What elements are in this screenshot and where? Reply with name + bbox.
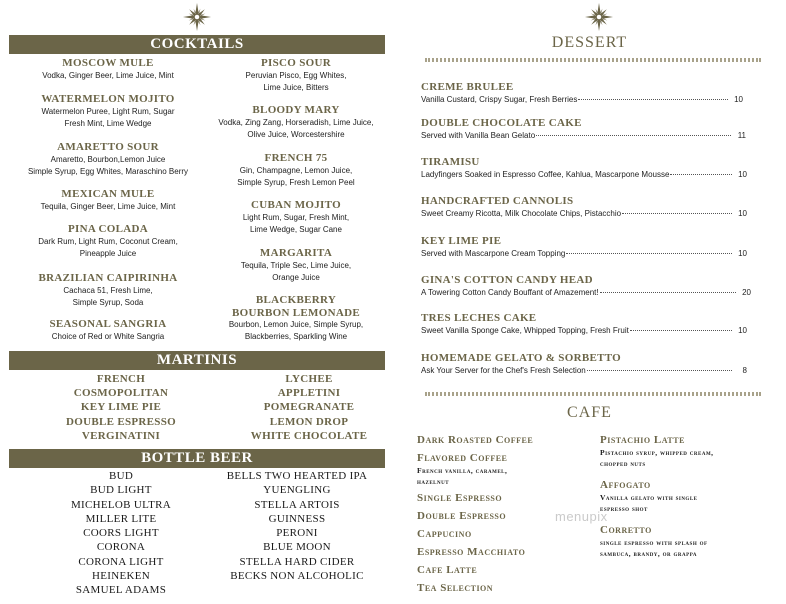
dessert-name: TRES LECHES CAKE — [421, 312, 537, 324]
cocktail-name: BLOODY MARY — [252, 104, 340, 116]
cocktail-name: BRAZILIAN CAIPIRINHA — [38, 272, 178, 284]
cafe-desc: French vanilla, caramel, — [417, 466, 508, 475]
cocktail-name: MOSCOW MULE — [62, 57, 154, 69]
dessert-item — [421, 234, 745, 260]
cocktail-name: AMARETTO SOUR — [57, 141, 159, 153]
cocktail-name: MARGARITA — [259, 247, 333, 259]
beer-item: YUENGLING — [263, 484, 331, 497]
cafe-desc: single espresso with splash of — [600, 538, 708, 547]
cafe-item: Double Espresso — [417, 510, 507, 522]
cocktail-desc: Pineapple Juice — [79, 248, 137, 258]
martinis-title: MARTINIS — [156, 352, 238, 368]
cocktail-item — [18, 187, 198, 213]
cocktail-desc: Vodka, Zing Zang, Horseradish, Lime Juice, — [218, 118, 374, 127]
cocktail-name: FRENCH 75 — [264, 152, 328, 164]
cocktail-name: CUBAN MOJITO — [251, 199, 341, 211]
cocktail-item — [18, 56, 198, 82]
cafe-item: Dark Roasted Coffee — [417, 434, 534, 446]
dessert-desc: Served with Mascarpone Cream Topping — [421, 249, 566, 258]
dessert-desc: Ask Your Server for the Chef's Fresh Selection — [421, 366, 586, 375]
dessert-desc: Sweet Vanilla Sponge Cake, Whipped Topping, Fresh Fruit — [421, 326, 629, 335]
beer-item: CORONA LIGHT — [78, 555, 164, 568]
cafe-item: Flavored Coffee — [417, 452, 508, 464]
cocktail-item — [206, 151, 386, 188]
cocktail-desc: Peruvian Pisco, Egg Whites, — [245, 71, 347, 80]
dessert-price: 10 — [738, 209, 747, 218]
dessert-name: CREME BRULEE — [421, 81, 514, 93]
cocktails-banner — [9, 35, 385, 54]
cocktail-desc: Bourbon, Lemon Juice, Simple Syrup, — [228, 320, 364, 329]
dessert-item — [421, 194, 745, 220]
dessert-desc: A Towering Cotton Candy Bouffant of Amazement! — [421, 288, 599, 297]
cafe-item: Affogato — [600, 479, 651, 491]
compass-star-icon — [182, 2, 212, 32]
dessert-name: HANDCRAFTED CANNOLIS — [421, 195, 574, 207]
cocktails-title: COCKTAILS — [150, 36, 244, 52]
cocktail-desc: Tequila, Triple Sec, Lime Juice, — [240, 261, 352, 270]
cocktail-item — [18, 271, 198, 308]
cafe-item: Cafe Latte — [417, 564, 478, 576]
beer-item: BECKS NON ALCOHOLIC — [230, 570, 364, 583]
cocktail-desc: Simple Syrup, Soda — [72, 297, 144, 307]
martini-item: POMEGRANATE — [263, 401, 355, 414]
cocktail-name: WATERMELON MOJITO — [41, 93, 175, 105]
dessert-desc: Sweet Creamy Ricotta, Milk Chocolate Chips, Pistacchio — [421, 209, 622, 218]
cocktail-item — [18, 92, 198, 129]
beer-item: COORS LIGHT — [83, 527, 159, 540]
cocktail-item — [206, 103, 386, 140]
cafe-item: Single Espresso — [417, 492, 503, 504]
dessert-item — [421, 273, 751, 299]
cafe-item: Corretto — [600, 524, 652, 536]
beer-item: BUD — [108, 470, 134, 482]
dessert-item — [421, 80, 745, 106]
beer-item: CORONA — [96, 541, 146, 554]
dessert-price: 10 — [734, 95, 743, 104]
cocktail-item — [206, 294, 386, 342]
cocktail-desc: Vodka, Ginger Beer, Lime Juice, Mint — [42, 71, 174, 80]
dessert-title: DESSERT — [551, 34, 628, 51]
beer-item: MILLER LITE — [85, 512, 157, 525]
cocktail-desc: Gin, Champagne, Lemon Juice, — [239, 166, 353, 175]
cocktail-item — [206, 56, 386, 93]
beer-list-right — [199, 469, 395, 583]
cocktail-desc: Lime Juice, Bitters — [263, 82, 329, 92]
dessert-price: 10 — [738, 170, 747, 179]
cocktail-item — [18, 222, 198, 259]
dessert-cafe-page — [393, 0, 786, 604]
dessert-desc: Served with Vanilla Bean Gelato — [421, 131, 536, 140]
dessert-price: 20 — [742, 288, 751, 297]
cafe-desc: espresso shot — [600, 504, 648, 513]
martini-item: FRENCH — [96, 373, 146, 385]
beer-item: BUD LIGHT — [90, 484, 152, 497]
cocktail-desc: Blackberries, Sparkling Wine — [244, 331, 348, 341]
dotted-divider — [425, 58, 761, 62]
cocktail-item — [206, 246, 386, 283]
cocktail-item — [8, 140, 208, 177]
beer-item: GUINNESS — [268, 512, 326, 525]
martini-list-right — [214, 372, 404, 443]
dessert-item — [421, 116, 745, 142]
martinis-banner — [9, 351, 385, 370]
martini-item: APPLETINI — [277, 387, 341, 400]
cafe-item: Tea Selection — [417, 582, 494, 594]
martini-item: KEY LIME PIE — [80, 401, 162, 414]
beer-item: STELLA HARD CIDER — [239, 555, 355, 568]
cocktail-desc: Olive Juice, Worcestershire — [247, 129, 345, 139]
dessert-price: 10 — [738, 326, 747, 335]
dessert-desc: Vanilla Custard, Crispy Sugar, Fresh Berries — [421, 95, 578, 104]
cocktail-name: MEXICAN MULE — [61, 188, 155, 200]
dessert-price: 8 — [742, 366, 747, 375]
cafe-title: CAFE — [567, 404, 612, 421]
beer-item: PERONI — [276, 527, 318, 540]
beer-item: STELLA ARTOIS — [254, 498, 340, 511]
dessert-item — [421, 311, 745, 337]
cocktail-desc: Cachaca 51, Fresh Lime, — [63, 286, 153, 295]
dessert-name: DOUBLE CHOCOLATE CAKE — [421, 117, 582, 129]
cafe-item: Cappucino — [417, 528, 472, 540]
cocktail-desc: Simple Syrup, Fresh Lemon Peel — [237, 177, 355, 187]
dessert-desc: Ladyfingers Soaked in Espresso Coffee, Kahlua, Mascarpone Mousse — [421, 170, 670, 179]
cocktail-name: BLACKBERRY BOURBON LEMONADE — [232, 294, 360, 319]
dessert-name: HOMEMADE GELATO & SORBETTO — [421, 352, 622, 364]
martini-item: LEMON DROP — [269, 415, 349, 428]
cocktail-name: PISCO SOUR — [261, 57, 331, 69]
cocktail-desc: Tequila, Ginger Beer, Lime Juice, Mint — [40, 202, 176, 211]
martini-list-left — [26, 372, 216, 443]
cafe-list-left — [417, 433, 533, 595]
beer-item: HEINEKEN — [92, 570, 150, 583]
cocktail-desc: Dark Rum, Light Rum, Coconut Cream, — [38, 237, 178, 246]
cocktail-desc: Watermelon Puree, Light Rum, Sugar — [41, 107, 175, 116]
cafe-item: Espresso Macchiato — [417, 546, 526, 558]
cafe-desc: sambuca, brandy, or grappa — [600, 549, 698, 558]
cocktail-desc: Amaretto, Bourbon,Lemon Juice — [50, 155, 166, 164]
dotted-divider — [425, 392, 761, 396]
dessert-name: TIRAMISU — [421, 156, 480, 168]
cafe-item: Pistachio Latte — [600, 434, 685, 446]
cocktail-name: SEASONAL SANGRIA — [49, 318, 167, 330]
dessert-name: GINA'S COTTON CANDY HEAD — [421, 274, 593, 286]
cafe-desc: hazelnut — [417, 477, 450, 486]
dessert-name: KEY LIME PIE — [421, 235, 502, 247]
beer-item: SAMUEL ADAMS — [75, 584, 167, 597]
cocktail-item — [18, 317, 198, 343]
beer-item: MICHELOB ULTRA — [70, 498, 172, 511]
compass-star-icon — [584, 2, 614, 32]
cocktail-desc: Light Rum, Sugar, Fresh Mint, — [242, 213, 350, 222]
watermark: menupix — [555, 509, 608, 524]
cafe-desc: Vanilla gelato with single — [600, 493, 698, 502]
cafe-list-right — [600, 433, 714, 559]
cocktail-desc: Orange Juice — [272, 272, 320, 282]
martini-item: LYCHEE — [285, 373, 333, 385]
cocktail-desc: Choice of Red or White Sangria — [51, 332, 165, 341]
cocktail-desc: Simple Syrup, Egg Whites, Maraschino Berry — [27, 166, 189, 176]
cafe-desc: Pistachio syrup, whipped cream, — [600, 448, 714, 457]
cafe-desc: chopped nuts — [600, 459, 646, 468]
bottle-beer-banner — [9, 449, 385, 468]
beer-item: BELLS TWO HEARTED IPA — [226, 470, 368, 482]
martini-item: VERGINATINI — [81, 429, 161, 442]
dessert-price: 10 — [738, 249, 747, 258]
bottle-beer-title: BOTTLE BEER — [141, 450, 253, 466]
beer-list-left — [26, 469, 216, 598]
martini-item: WHITE CHOCOLATE — [250, 429, 368, 442]
cocktail-desc: Lime Wedge, Sugar Cane — [250, 224, 342, 234]
martini-item: DOUBLE ESPRESSO — [66, 415, 176, 428]
cocktail-name: PINA COLADA — [68, 223, 148, 235]
beer-item: BLUE MOON — [263, 541, 331, 554]
dessert-item — [421, 155, 745, 181]
cocktail-desc: Fresh Mint, Lime Wedge — [64, 118, 152, 128]
cocktail-item — [206, 198, 386, 235]
dessert-item — [421, 351, 745, 377]
martini-item: COSMOPOLITAN — [73, 387, 169, 400]
dessert-price: 11 — [737, 131, 746, 140]
